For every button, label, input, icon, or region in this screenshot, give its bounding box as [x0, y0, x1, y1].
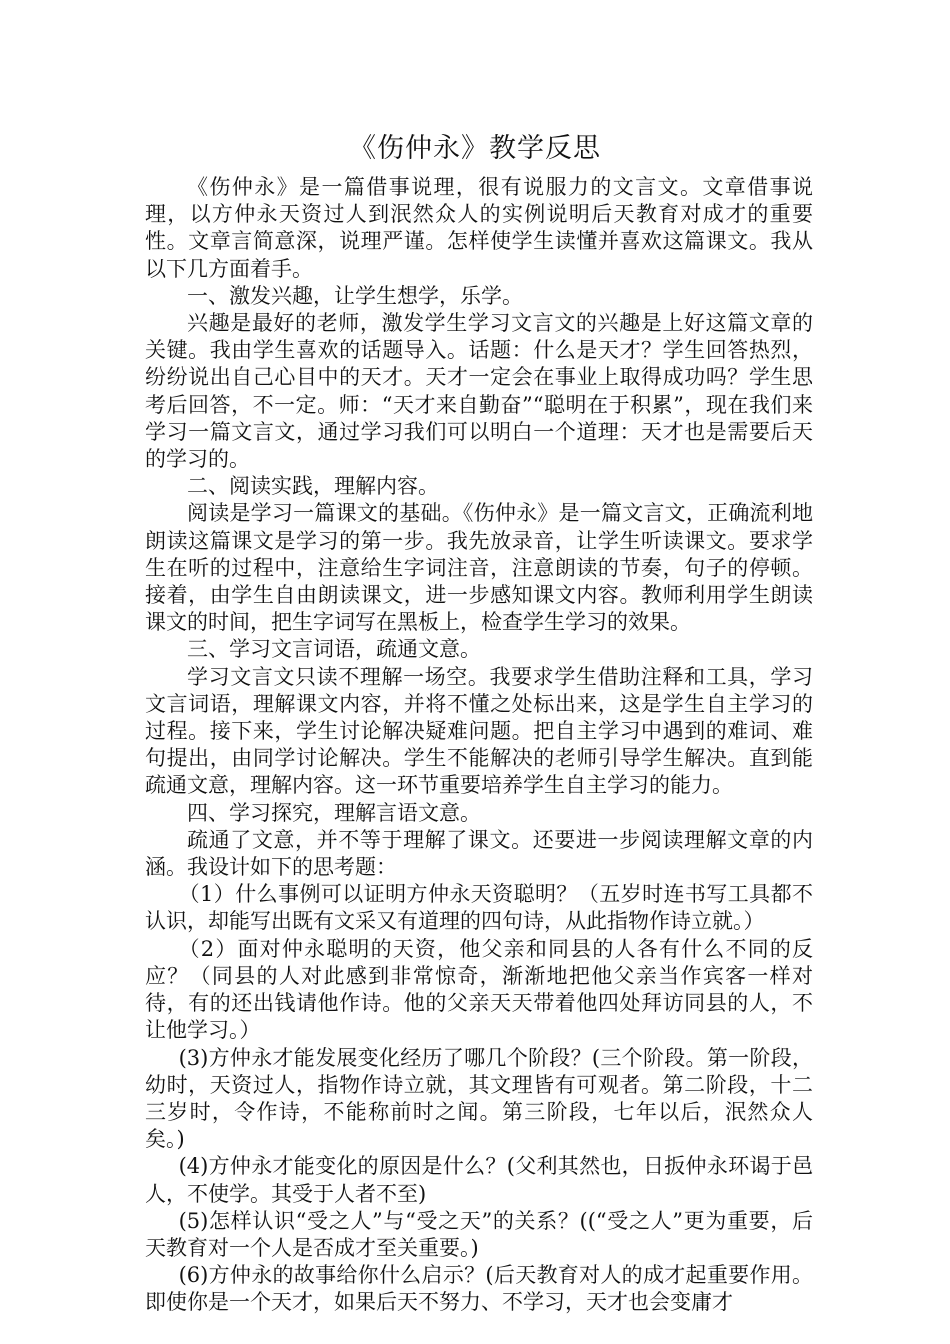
question-4: (4)方仲永才能变化的原因是什么？(父利其然也，日扳仲永环谒于邑人，不使学。其受于人者不至) — [145, 1154, 813, 1206]
paragraph-intro: 《伤仲永》是一篇借事说理，很有说服力的文言文。文章借事说理，以方仲永天资过人到泯然众人的实例说明后天教育对成才的重要性。文章言简意深，说理严谨。怎样使学生读懂并喜欢这篇课文。我从以下几方面着手。 — [145, 175, 813, 281]
section-heading-1: 一、激发兴趣，让学生想学，乐学。 — [187, 283, 523, 308]
question-1: （1）什么事例可以证明方仲永天资聪明？（五岁时连书写工具都不认识，却能写出既有文采又有道理的四句诗，从此指物作诗立就。） — [145, 882, 813, 934]
paragraph-reading: 阅读是学习一篇课文的基础。《伤仲永》是一篇文言文，正确流利地朗读这篇课文是学习的第一步。我先放录音，让学生听读课文。要求学生在听的过程中，注意给生字词注音，注意朗读的节奏，句子的停顿。接着，由学生自由朗读课文，进一步感知课文内容。教师利用学生朗读课文的时间，把生字词写在黑板上，检查学生学习的效果。 — [145, 501, 813, 635]
document-body — [145, 174, 813, 1317]
question-6: (6)方仲永的故事给你什么启示？(后天教育对人的成才起重要作用。即使你是一个天才，如果后天不努力、不学习，天才也会变庸才 — [145, 1263, 813, 1315]
paragraph-exploration: 疏通了文意，并不等于理解了课文。还要进一步阅读理解文章的内涵。我设计如下的思考题： — [145, 827, 813, 880]
paragraph-interest: 兴趣是最好的老师，激发学生学习文言文的兴趣是上好这篇文章的关键。我由学生喜欢的话题导入。话题：什么是天才？学生回答热烈，纷纷说出自己心目中的天才。天才一定会在事业上取得成功吗？学生思考后回答，不一定。师：“天才来自勤奋”“聪明在于积累”，现在我们来学习一篇文言文，通过学习我们可以明白一个道理：天才也是需要后天的学习的。 — [145, 311, 813, 472]
section-heading-3: 三、学习文言词语，疏通文意。 — [187, 637, 481, 662]
document-title: 《伤仲永》教学反思 — [349, 133, 601, 164]
question-3: (3)方仲永才能发展变化经历了哪几个阶段？(三个阶段。第一阶段，幼时，天资过人，指物作诗立就，其文理皆有可观者。第二阶段，十二三岁时，令作诗，不能称前时之闻。第三阶段，七年以后，泯然众人矣。) — [145, 1045, 813, 1152]
section-heading-2: 二、阅读实践，理解内容。 — [187, 474, 439, 499]
paragraph-vocabulary: 学习文言文只读不理解一场空。我要求学生借助注释和工具，学习文言词语，理解课文内容，并将不懂之处标出来，这是学生自主学习的过程。接下来，学生讨论解决疑难问题。把自主学习中遇到的难词、难句提出，由同学讨论解决。学生不能解决的老师引导学生解决。直到能疏通文意，理解内容。这一环节重要培养学生自主学习的能力。 — [145, 664, 813, 798]
section-heading-4: 四、学习探究，理解言语文意。 — [187, 800, 481, 825]
question-2: （2）面对仲永聪明的天资，他父亲和同县的人各有什么不同的反应？（同县的人对此感到非常惊奇，渐渐地把他父亲当作宾客一样对待，有的还出钱请他作诗。他的父亲天天带着他四处拜访同县的人，不让他学习。） — [145, 936, 813, 1043]
question-5: (5)怎样认识“受之人”与“受之天”的关系？((“受之人”更为重要，后天教育对一个人是否成才至关重要。) — [145, 1208, 813, 1260]
